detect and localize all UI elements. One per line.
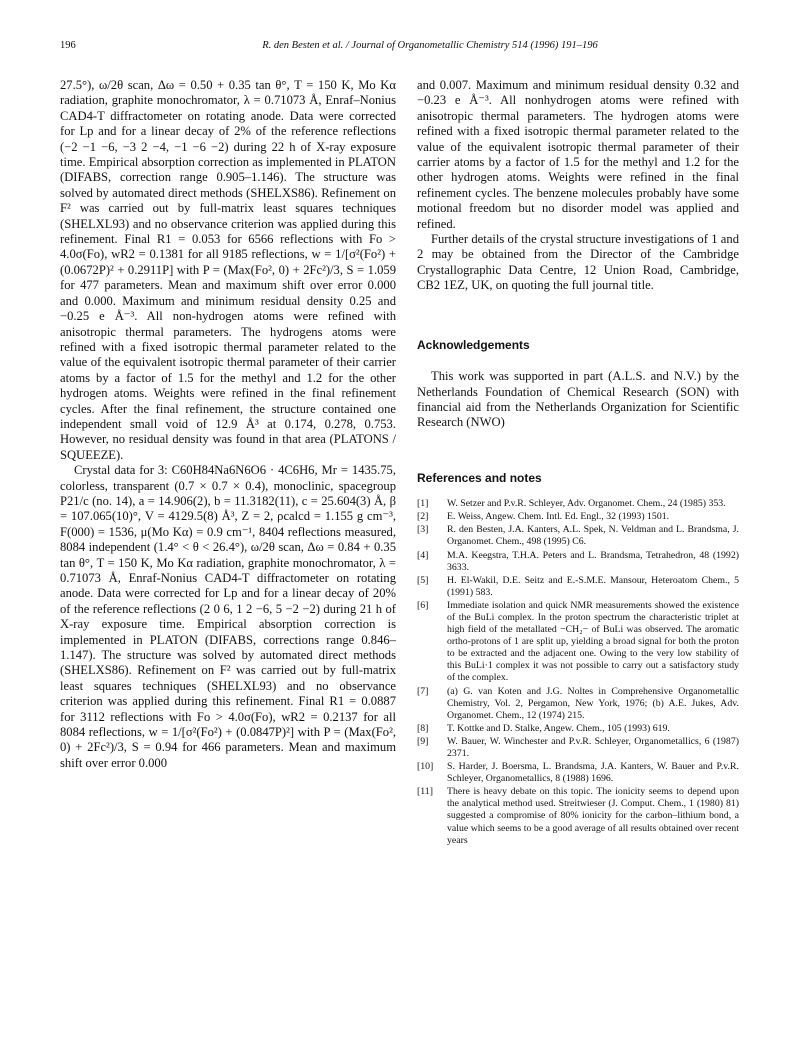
reference-number: [5] [417,574,429,586]
body-paragraph: Further details of the crystal structure investigations of 1 and 2 may be obtained from the Director of the Cambridge Crystallographic Data Centre, 12 Union Road, Cambridge, CB2 1EZ, UK, on quoting the full journal title. [417,232,739,293]
acknowledgements-text: This work was supported in part (A.L.S. and N.V.) by the Netherlands Foundation of Chemical Research (SON) with financial aid from the Netherlands Organization for Scientific Research (NWO) [417,369,739,430]
reference-text: T. Kottke and D. Stalke, Angew. Chem., 105 (1993) 619. [447,722,670,734]
reference-number: [1] [417,498,429,510]
reference-number: [2] [417,511,429,523]
reference-text: S. Harder, J. Boersma, L. Brandsma, J.A. Kanters, W. Bauer and P.v.R. Schleyer, Organometallics, 8 (1988) 1696. [447,761,739,785]
right-column [417,78,739,848]
reference-number: [9] [417,735,429,747]
reference-number: [10] [417,761,434,773]
reference-number: [4] [417,549,429,561]
reference-number: [11] [417,786,433,798]
acknowledgements-heading: Acknowledgements [417,337,530,352]
reference-item [417,723,739,735]
reference-item [417,511,739,523]
reference-number: [7] [417,685,429,697]
reference-text: Immediate isolation and quick NMR measurements showed the existence of the BuLi complex. In the proton spectrum the characteristic triplet at high field of the metallated −CH₂− of BuLi was observed. The aromatic ortho-protons of 1 are split up, yielding a broad signal for both the proton to be extracted and the adjacent one. Owing to the very low stability of this BuLi·1 complex it was not possible to carry out a satisfactory study of the complex. [447,599,739,684]
reference-item [417,524,739,548]
reference-item [417,600,739,685]
running-header [60,40,740,58]
reference-number: [6] [417,599,429,611]
reference-text: (a) G. van Koten and J.G. Noltes in Comprehensive Organometallic Chemistry, Vol. 2, Pergamon, New York, 1976; (b) A.E. Jukes, Adv. Organomet. Chem., 12 (1974) 215. [447,685,739,721]
body-paragraph: and 0.007. Maximum and minimum residual density 0.32 and −0.23 e Å⁻³. All nonhydrogen atoms were refined with anisotropic thermal parameters. The hydrogen atoms were refined with a fixed isotropic thermal parameter related to the value of the equivalent isotropic thermal parameter of their carrier atoms by a factor of 1.5 for the methyl and 1.2 for the other hydrogen atoms. Weights were refined in the final refinement cycles. The benzene molecules probably have some motional freedom but no disorder model was applied and refined. [417,78,739,231]
reference-item [417,575,739,599]
reference-text: R. den Besten, J.A. Kanters, A.L. Spek, N. Veldman and L. Brandsma, J. Organomet. Chem., 498 (1995) C6. [447,524,739,548]
reference-text: There is heavy debate on this topic. The ionicity seems to depend upon the analytical method used. Streitwieser (J. Comput. Chem., 1 (1980) 81) suggested a compromise of 80% ionicity for the carbon–lithium bond, a value which seems to be a good average of all results obtained over recent years [447,786,739,846]
reference-text: W. Bauer, W. Winchester and P.v.R. Schleyer, Organometallics, 6 (1987) 2371. [447,735,739,759]
reference-text: H. El-Wakil, D.E. Seitz and E.-S.M.E. Mansour, Heteroatom Chem., 5 (1991) 583. [447,574,739,598]
references-heading: References and notes [417,470,542,485]
reference-item [417,786,739,846]
reference-list [417,498,739,847]
running-title: R. den Besten et al. / Journal of Organometallic Chemistry 514 (1996) 191–196 [262,40,598,51]
body-paragraph: 27.5°), ω/2θ scan, Δω = 0.50 + 0.35 tan θ°, T = 150 K, Mo Kα radiation, graphite monochromator, λ = 0.71073 Å, Enraf–Nonius CAD4-T diffractometer on rotating anode. Data were corrected for Lp and for a linear decay of 2% of the reference reflections (−2 −1 −6, −3 2 −4, −1 −6 −2) during 22 h of X-ray exposure time. Empirical absorption correction as implemented in PLATON (DIFABS, correction range 0.905–1.146). The structure was solved by automated direct methods (SHELXS86). Refinement on F² was carried out by full-matrix least squares techniques (SHELXL93) and no observance criterion was applied during this refinement. Final R1 = 0.053 for 6566 reflections with Fo > 4.0σ(Fo), wR2 = 0.1381 for all 9185 reflections, w = 1/[σ²(Fo²) + (0.0672P)² + 0.2911P] with P = (Max(Fo², 0) + 2Fc²)/3, S = 1.059 for 477 parameters. Mean and maximum shift over error 0.000 and 0.000. Maximum and minimum residual density 0.25 and −0.25 e Å⁻³. All non-hydrogen atoms were refined with anisotropic thermal parameters. The hydrogens atoms were refined with a fixed isotropic thermal parameter related to the value of the equivalent isotropic thermal parameter of their carrier atoms by a factor of 1.5 for the methyl and 1.2 for the other hydrogen atoms. Weights were refined in the final refinement cycles. After the final refinement, the structure contained one independent small void of 12.9 Å³ at 0.174, 0.278, 0.753. However, no residual density was found in that area (PLATONS / SQUEEZE). [60,78,396,462]
reference-number: [8] [417,722,429,734]
body-paragraph: Crystal data for 3: C60H84Na6N6O6 · 4C6H6, Mr = 1435.75, colorless, transparent (0.7 × 0.7 × 0.4), monoclinic, spacegroup P21/c (no. 14), a = 14.906(2), b = 11.3182(11), c = 25.604(3) Å, β = 107.065(10)°, V = 4129.5(8) Å³, Z = 2, ρcalcd = 1.155 g cm⁻³, F(000) = 1536, μ(Mo Kα) = 0.9 cm⁻¹, 8404 reflections measured, 8084 independent (1.4° < θ < 26.4°), ω/2θ scan, Δω = 0.84 + 0.35 tan θ°, T = 150 K, Mo Kα radiation, graphite monochromator, λ = 0.71073 Å, Enraf-Nonius CAD4-T diffractometer on rotating anode. Data were corrected for Lp and for a linear decay of 20% of the reference reflections (2 0 6, 1 2 −6, 5 −2 −2) during 21 h of X-ray exposure time. Empirical absorption correction is implemented in PLATON (DIFABS, corrections range 0.846–1.147). The structure was solved by automated direct methods (SHELXS86). Refinement on F² was carried out by full-matrix least squares techniques (SHELXL93) and no observance criterion was applied during this refinement. Final R1 = 0.0887 for 3112 reflections with Fo > 4.0σ(Fo), wR2 = 0.2137 for all 8084 reflections, w = 1/[σ²(Fo²) + (0.0847P)²] with P = (Max(Fo², 0) + 2Fc²)/3, S = 0.94 for 466 parameters. Mean and maximum shift over error 0.000 [60,463,396,770]
page-number: 196 [60,40,76,51]
reference-item [417,498,739,510]
reference-text: M.A. Keegstra, T.H.A. Peters and L. Brandsma, Tetrahedron, 48 (1992) 3633. [447,549,739,573]
reference-item [417,686,739,722]
reference-item [417,761,739,785]
reference-text: E. Weiss, Angew. Chem. Intl. Ed. Engl., 32 (1993) 1501. [447,511,670,523]
left-column [60,78,396,771]
reference-item [417,550,739,574]
reference-text: W. Setzer and P.v.R. Schleyer, Adv. Organomet. Chem., 24 (1985) 353. [447,498,726,510]
reference-item [417,736,739,760]
reference-number: [3] [417,524,429,536]
